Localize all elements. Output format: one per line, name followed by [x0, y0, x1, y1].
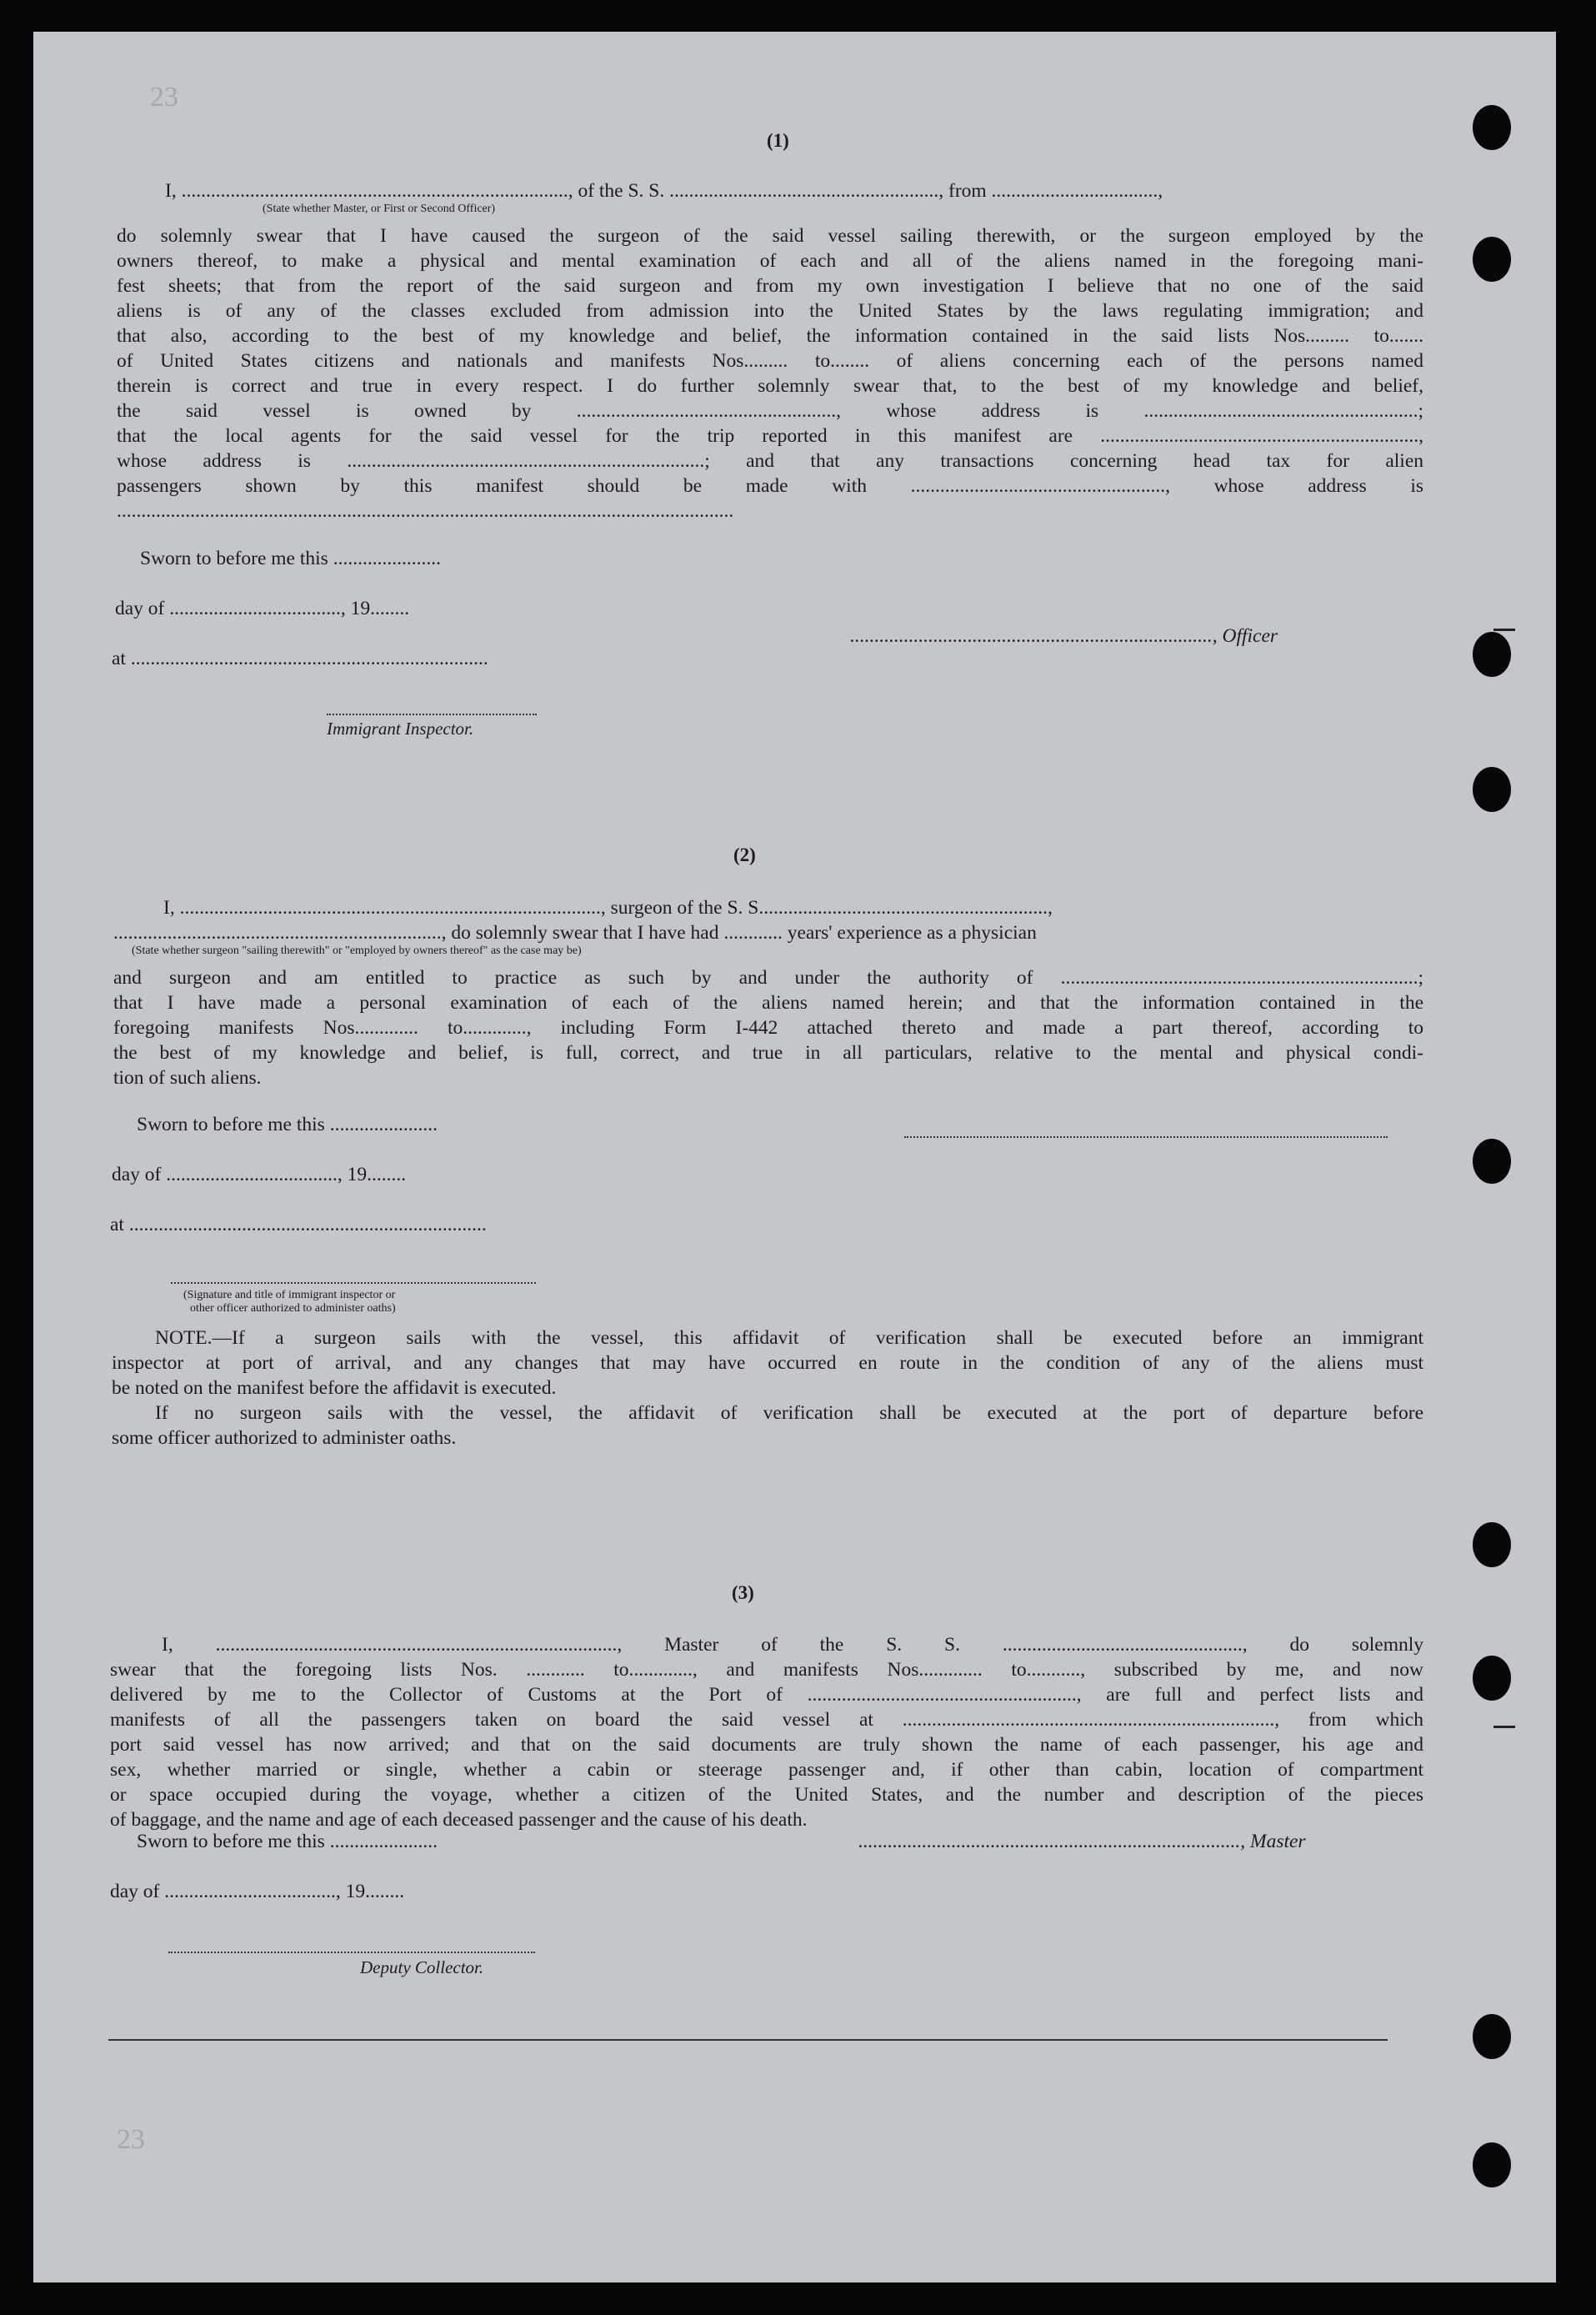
section-3-collector-label: Deputy Collector. [360, 1957, 484, 1977]
section-1-oath-line: I, ..............................................................................., of the S. S. ......................................................., from .................................., [165, 180, 1163, 202]
section-3-row: sex, whether married or single, whether a cabin or steerage passenger and, if other than cabin, location of compartment [110, 1759, 1423, 1781]
section-3-day-line: day of ..................................., 19........ [110, 1881, 405, 1902]
form-page [33, 32, 1556, 2282]
section-1-at-line: at ......................................................................... [112, 648, 488, 669]
margin-mark [1493, 1726, 1515, 1728]
binder-hole [1473, 2142, 1511, 2187]
note2-row-1: If no surgeon sails with the vessel, the affidavit of verification shall be executed at the port of departure before [155, 1402, 1423, 1424]
section-3-number: (3) [732, 1582, 754, 1603]
binder-hole [1473, 1656, 1511, 1701]
section-1-sworn-line: Sworn to before me this ...................... [140, 548, 441, 569]
section-3-master-signature-line: .............................................................................., Master [858, 1831, 1306, 1852]
note2-row-2: some officer authorized to administer oaths. [112, 1427, 457, 1449]
section-3-row: port said vessel has now arrived; and that on the said documents are truly shown the name of each passenger, his age and [110, 1734, 1423, 1756]
section-1-row: whose address is .........................................................................; and that any transactions concerning head tax for alien [117, 450, 1423, 472]
section-1-row: aliens is of any of the classes excluded from admission into the United States by the laws regulating immigration; and [117, 300, 1423, 322]
margin-mark [1493, 629, 1515, 631]
section-3-sworn-line: Sworn to before me this ...................... [137, 1831, 438, 1852]
binder-hole [1473, 237, 1511, 282]
section-1-day-line: day of ..................................., 19........ [115, 598, 410, 619]
section-1-inspector-label: Immigrant Inspector. [327, 719, 474, 739]
bleed-through-page-number-bottom: 23 [117, 2124, 145, 2155]
section-1-row: the said vessel is owned by ....................................................., whose address is ........................................................; [117, 400, 1423, 422]
section-3-row: or space occupied during the voyage, whether a citizen of the United States, and the number and description of the pieces [110, 1784, 1423, 1806]
note-row-3: be noted on the manifest before the affidavit is executed. [112, 1377, 557, 1399]
section-3-collector-signature-rule [168, 1952, 535, 1954]
section-2-number: (2) [733, 844, 756, 865]
section-2-oath-line: I, ......................................................................................, surgeon of the S. S..........................................................., [163, 897, 1053, 919]
section-1-row: owners thereof, to make a physical and mental examination of each and all of the aliens named in the foregoing mani- [117, 250, 1423, 272]
section-1-row: .............................................................................................................................. [117, 500, 734, 522]
section-2-surgeon-caption: (State whether surgeon "sailing therewith" or "employed by owners thereof" as the case may be) [132, 945, 582, 957]
note-row-1: NOTE.—If a surgeon sails with the vessel, this affidavit of verification shall be executed before an immigrant [155, 1327, 1423, 1349]
section-2-experience-line: ..................................................................., do solemnly swear that I have had ............ years' experience as a physician [113, 922, 1037, 944]
note-row-2: inspector at port of arrival, and any changes that may have occurred en route in the condition of any of the aliens must [112, 1352, 1423, 1374]
section-2-signature-caption-2: other officer authorized to administer oaths) [190, 1302, 396, 1315]
section-2-note [112, 1325, 1423, 1451]
section-2-inspector-signature-rule [171, 1282, 536, 1285]
section-2-day-line: day of ..................................., 19........ [112, 1164, 407, 1185]
section-2-signature-caption-1: (Signature and title of immigrant inspector or [183, 1289, 396, 1301]
section-3-row: of baggage, and the name and age of each deceased passenger and the cause of his death. [110, 1809, 808, 1831]
binder-hole [1473, 1139, 1511, 1184]
binder-hole [1473, 105, 1511, 150]
section-1-row: that the local agents for the said vessel for the trip reported in this manifest are ................................................................., [117, 425, 1423, 447]
section-2-signature-rule [904, 1136, 1388, 1139]
section-1-row: of United States citizens and nationals and manifests Nos......... to........ of aliens concerning each of the persons named [117, 350, 1423, 372]
section-1-body [117, 223, 1423, 524]
binder-hole [1473, 767, 1511, 812]
section-1-row: do solemnly swear that I have caused the surgeon of the said vessel sailing therewith, or the surgeon employed by the [117, 225, 1423, 247]
section-2-row: foregoing manifests Nos............. to............., including Form I-442 attached thereto and made a part thereof, according to [113, 1017, 1423, 1039]
section-1-row: therein is correct and true in every respect. I do further solemnly swear that, to the best of my knowledge and belief, [117, 375, 1423, 397]
section-3-row: swear that the foregoing lists Nos. ............ to............., and manifests Nos............. to..........., subscribed by me, and now [110, 1659, 1423, 1681]
section-2-row: that I have made a personal examination of each of the aliens named herein; and that the information contained in the [113, 992, 1423, 1014]
bottom-rule [108, 2039, 1388, 2041]
section-1-row: fest sheets; that from the report of the said surgeon and from my own investigation I believe that no one of the said [117, 275, 1423, 297]
section-1-number: (1) [767, 130, 789, 151]
section-1-row: that also, according to the best of my knowledge and belief, the information contained in the said lists Nos......... to....... [117, 325, 1423, 347]
section-3-row: delivered by me to the Collector of Customs at the Port of ......................................................., are full and perfect lists and [110, 1684, 1423, 1706]
bleed-through-page-number: 23 [150, 82, 178, 113]
section-1-row: passengers shown by this manifest should be made with ...................................................., whose address is [117, 475, 1423, 497]
section-2-body [113, 965, 1423, 1090]
section-2-row: tion of such aliens. [113, 1067, 262, 1089]
section-1-inspector-signature-rule [327, 714, 537, 716]
binder-hole [1473, 1522, 1511, 1567]
section-2-row: and surgeon and am entitled to practice as such by and under the authority of .........................................................................; [113, 967, 1423, 989]
section-1-officer-caption: (State whether Master, or First or Second Officer) [263, 203, 496, 215]
binder-hole [1473, 2014, 1511, 2059]
section-2-row: the best of my knowledge and belief, is full, correct, and true in all particulars, relative to the mental and physical condi- [113, 1042, 1423, 1064]
section-1-officer-signature-line: .........................................................................., Officer [850, 625, 1278, 647]
section-3-row: manifests of all the passengers taken on board the said vessel at ............................................................................, from which [110, 1709, 1423, 1731]
section-2-at-line: at ......................................................................... [110, 1214, 487, 1235]
binder-hole [1473, 632, 1511, 677]
section-2-sworn-line: Sworn to before me this ...................... [137, 1114, 438, 1135]
section-3-row: I, .................................................................................., Master of the S. S. ................................................., do solemnly [162, 1634, 1423, 1656]
section-3-body [110, 1632, 1423, 1832]
